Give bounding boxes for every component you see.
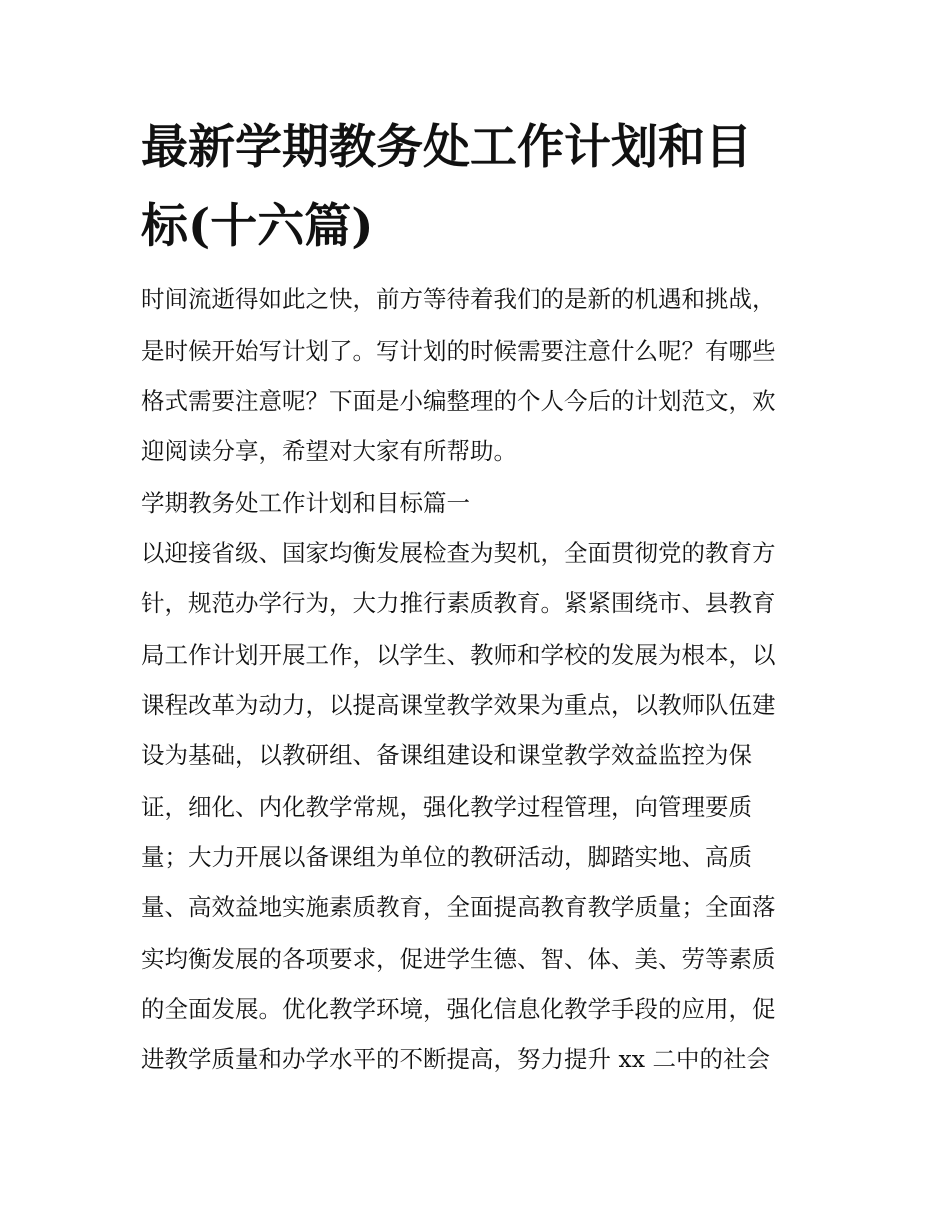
- body-line-1: 以迎接省级、国家均衡发展检查为契机，全面贯彻党的教育方: [141, 539, 776, 567]
- intro-line-4: 迎阅读分享，希望对大家有所帮助。: [141, 437, 517, 465]
- body-line-11: 进教学质量和办学水平的不断提高，努力提升 xx 二中的社会: [141, 1045, 770, 1073]
- body-line-10: 的全面发展。优化教学环境，强化信息化教学手段的应用，促: [141, 995, 776, 1023]
- document-title-line-1: 最新学期教务处工作计划和目: [141, 120, 752, 175]
- intro-line-2: 是时候开始写计划了。写计划的时候需要注意什么呢？有哪些: [141, 337, 776, 365]
- intro-line-1: 时间流逝得如此之快，前方等待着我们的是新的机遇和挑战，: [141, 285, 776, 313]
- body-line-2: 针，规范办学行为，大力推行素质教育。紧紧围绕市、县教育: [141, 589, 776, 617]
- body-line-6: 证，细化、内化教学常规，强化教学过程管理，向管理要质: [141, 793, 752, 821]
- body-line-5: 设为基础，以教研组、备课组建设和课堂教学效益监控为保: [141, 741, 752, 769]
- body-line-3: 局工作计划开展工作，以学生、教师和学校的发展为根本，以: [141, 641, 776, 669]
- section-heading: 学期教务处工作计划和目标篇一: [141, 489, 470, 517]
- body-line-7: 量；大力开展以备课组为单位的教研活动，脚踏实地、高质: [141, 843, 752, 871]
- intro-line-3: 格式需要注意呢？下面是小编整理的个人今后的计划范文，欢: [141, 387, 776, 415]
- document-title-line-2: 标(十六篇): [141, 199, 374, 254]
- body-line-4: 课程改革为动力，以提高课堂教学效果为重点，以教师队伍建: [141, 691, 776, 719]
- body-line-9: 实均衡发展的各项要求，促进学生德、智、体、美、劳等素质: [141, 945, 776, 973]
- body-line-8: 量、高效益地实施素质教育，全面提高教育教学质量；全面落: [141, 893, 776, 921]
